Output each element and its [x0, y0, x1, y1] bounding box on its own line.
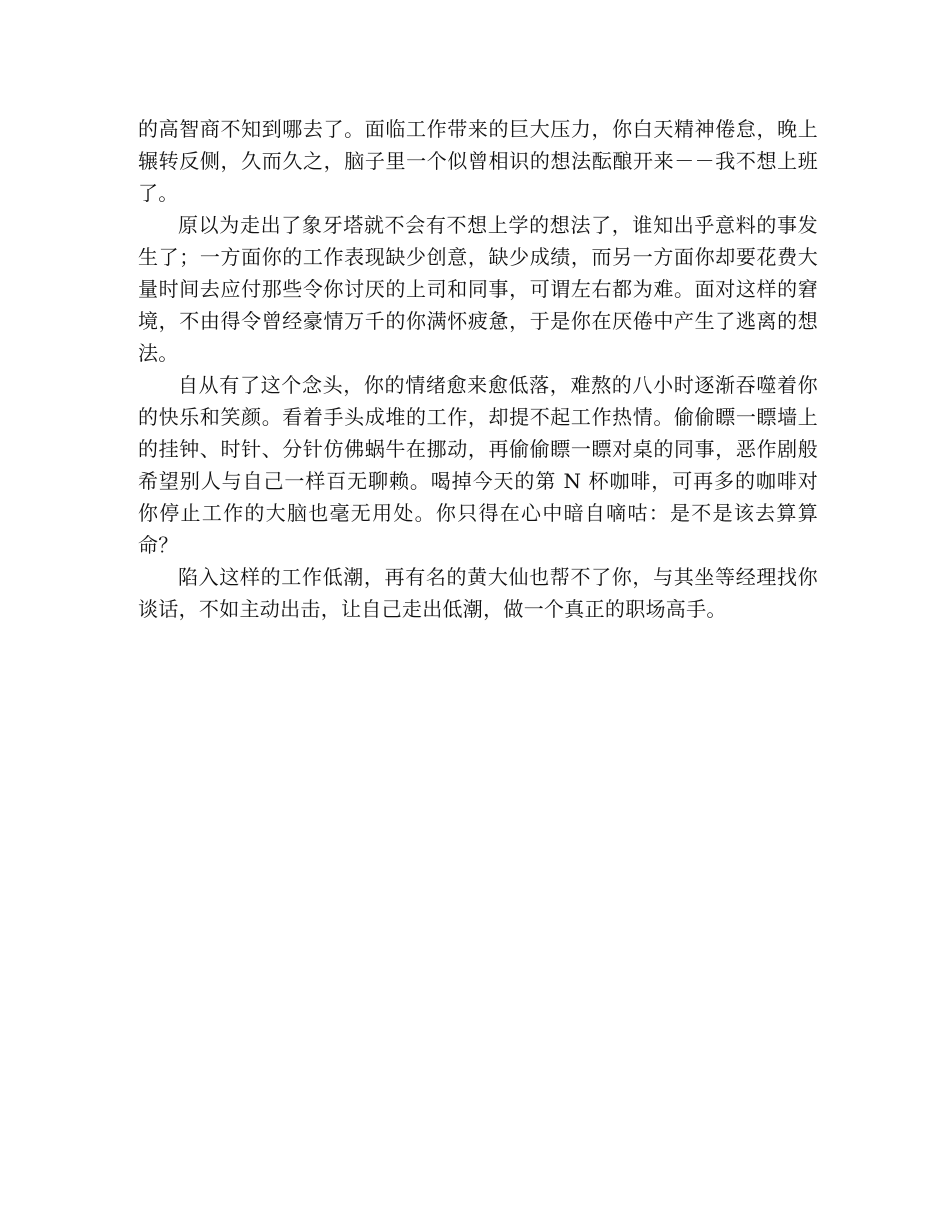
paragraph: 陷入这样的工作低潮，再有名的黄大仙也帮不了你，与其坐等经理找你谈话，不如主动出击，让自己走出低潮，做一个真正的职场高手。: [138, 565, 818, 621]
paragraph: 自从有了这个念头，你的情绪愈来愈低落，难熬的八小时逐渐吞噬着你的快乐和笑颜。看着手头成堆的工作，却提不起工作热情。偷偷瞟一瞟墙上的挂钟、时针、分针仿佛蜗牛在挪动，再偷偷瞟一瞟对桌的同事，恶作剧般希望别人与自己一样百无聊赖。喝掉今天的第 N 杯咖啡，可再多的咖啡对你停止工作的大脑也毫无用处。你只得在心中暗自嘀咕：是不是该去算算命？: [138, 373, 818, 557]
paragraph: 原以为走出了象牙塔就不会有不想上学的想法了，谁知出乎意料的事发生了；一方面你的工作表现缺少创意，缺少成绩，而另一方面你却要花费大量时间去应付那些令你讨厌的上司和同事，可谓左右都为难。面对这样的窘境，不由得令曾经豪情万千的你满怀疲惫，于是你在厌倦中产生了逃离的想法。: [138, 213, 818, 365]
document-body: [138, 113, 818, 625]
paragraph-continuation: 的高智商不知到哪去了。面临工作带来的巨大压力，你白天精神倦怠，晚上辗转反侧，久而久之，脑子里一个似曾相识的想法酝酿开来－－我不想上班了。: [138, 117, 818, 205]
